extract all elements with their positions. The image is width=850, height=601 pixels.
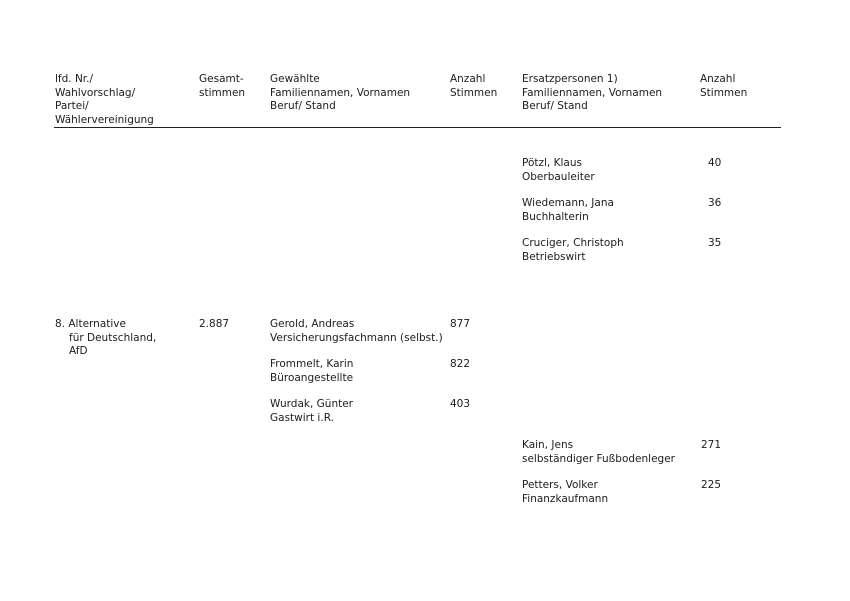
- header-line: Familiennamen, Vornamen: [522, 86, 663, 99]
- person-occupation: Betriebswirt: [522, 250, 586, 263]
- elected-votes: 822: [450, 358, 471, 370]
- header-line: Wahlvorschlag/: [55, 86, 136, 99]
- header-line: Stimmen: [700, 86, 748, 99]
- header-line: Ersatzpersonen 1): [522, 73, 618, 85]
- person-name: Wiedemann, Jana: [522, 197, 614, 209]
- header-line: Partei/: [55, 100, 89, 112]
- substitute-entry: [522, 157, 595, 184]
- person-occupation: Buchhalterin: [522, 210, 589, 223]
- substitute-votes: 271: [701, 439, 722, 451]
- substitute-votes: 40: [708, 157, 722, 169]
- substitute-entry: [522, 237, 624, 264]
- header-line: Stimmen: [450, 86, 498, 99]
- party-total-votes: 2.887: [199, 318, 230, 330]
- elected-entry: [270, 398, 353, 425]
- person-name: Petters, Volker: [522, 479, 598, 491]
- header-col-total: [199, 73, 245, 100]
- substitute-entry: [522, 439, 675, 466]
- header-col-elected-votes: [450, 73, 497, 100]
- substitute-entry: [522, 197, 614, 224]
- person-occupation: Oberbauleiter: [522, 170, 595, 183]
- person-name: Gerold, Andreas: [270, 318, 355, 330]
- header-divider: [54, 127, 781, 128]
- header-line: Wählervereinigung: [55, 113, 154, 126]
- elected-votes: 877: [450, 318, 471, 330]
- header-line: stimmen: [199, 86, 246, 99]
- person-occupation: Finanzkaufmann: [522, 492, 609, 505]
- header-line: Beruf/ Stand: [522, 100, 588, 112]
- person-name: Pötzl, Klaus: [522, 157, 582, 169]
- person-name: Wurdak, Günter: [270, 398, 353, 410]
- header-line: Beruf/ Stand: [270, 100, 336, 112]
- header-line: Gewählte: [270, 73, 320, 85]
- party-label: [55, 318, 156, 359]
- elected-entry: [270, 358, 353, 385]
- header-line: Anzahl: [700, 73, 736, 85]
- substitute-votes: 35: [708, 237, 722, 249]
- header-col-substitutes: [522, 73, 662, 114]
- header-line: Gesamt-: [199, 73, 244, 85]
- elected-votes: 403: [450, 398, 471, 410]
- person-name: Kain, Jens: [522, 439, 574, 451]
- person-name: Cruciger, Christoph: [522, 237, 624, 249]
- person-occupation: Gastwirt i.R.: [270, 411, 334, 424]
- header-col-elected: [270, 73, 410, 114]
- header-col-number: [55, 73, 154, 127]
- party-label-line: AfD: [69, 345, 88, 357]
- substitute-votes: 36: [708, 197, 722, 209]
- header-line: Familiennamen, Vornamen: [270, 86, 411, 99]
- substitute-entry: [522, 479, 608, 506]
- header-line: lfd. Nr./: [55, 73, 94, 85]
- elected-entry: [270, 318, 443, 345]
- party-label-line: 8. Alternative: [55, 318, 126, 330]
- person-occupation: selbständiger Fußbodenleger: [522, 452, 675, 465]
- person-occupation: Büroangestellte: [270, 371, 354, 384]
- substitute-votes: 225: [701, 479, 722, 491]
- party-label-line: für Deutschland,: [69, 331, 157, 344]
- person-occupation: Versicherungsfachmann (selbst.): [270, 331, 443, 344]
- header-line: Anzahl: [450, 73, 486, 85]
- person-name: Frommelt, Karin: [270, 358, 354, 370]
- header-col-substitute-votes: [700, 73, 747, 100]
